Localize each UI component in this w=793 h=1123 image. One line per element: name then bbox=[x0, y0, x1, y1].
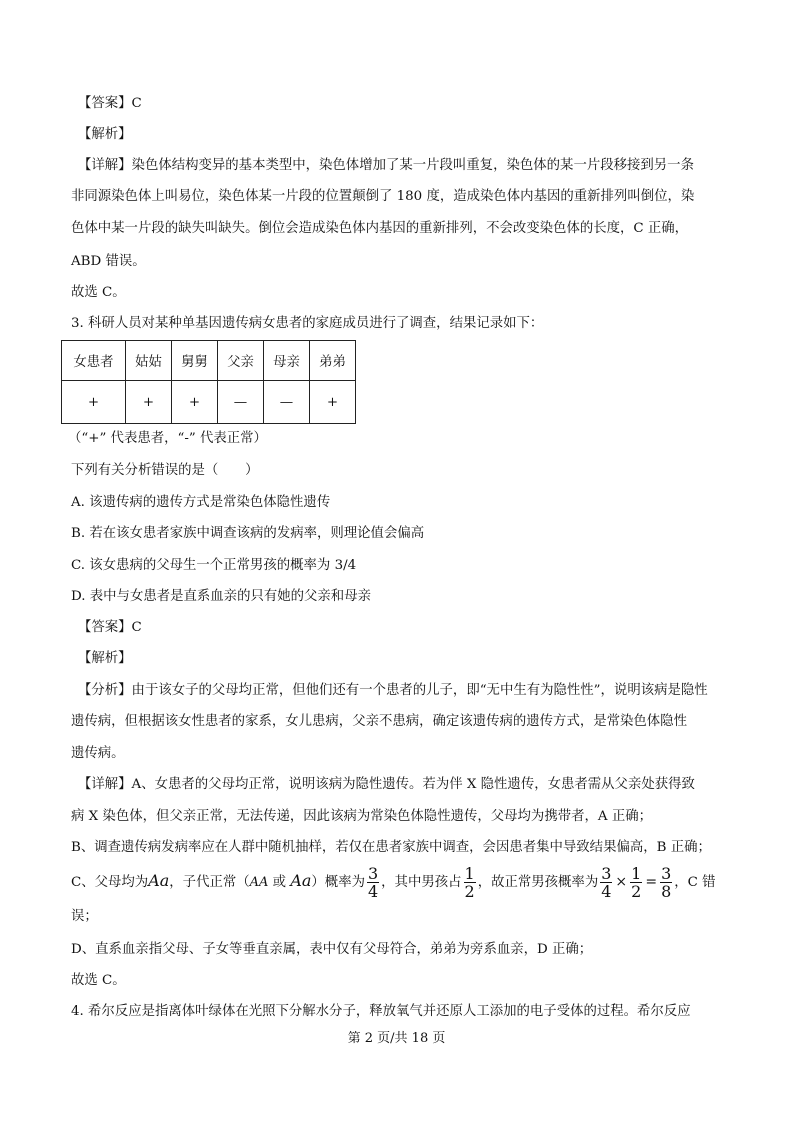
q3-detail-line-2: 病 X 染色体，但父亲正常，无法传递，因此该病为常染色体隐性遗传，父母均为携带者，A 正确； bbox=[71, 809, 652, 824]
q3-question: 下列有关分析错误的是（ ） bbox=[71, 463, 259, 478]
table-value-cell: + bbox=[310, 381, 356, 424]
table-value-cell: + bbox=[126, 381, 172, 424]
q3-answer: 【答案】C bbox=[78, 620, 142, 635]
option-c: C. 该女患病的父母生一个正常男孩的概率为 3/4 bbox=[71, 558, 357, 573]
fraction-3-8: $\frac{3}{8}$ bbox=[661, 864, 672, 901]
table-value-cell: — bbox=[264, 381, 310, 424]
q4-stem: 4. 希尔反应是指离体叶绿体在光照下分解水分子，释放氧气并还原人工添加的电子受体的过程。希尔反应 bbox=[71, 1004, 691, 1019]
table-header-cell: 弟弟 bbox=[310, 341, 356, 381]
q3-analysis-line-3: 遗传病。 bbox=[71, 746, 125, 761]
q2-detail-line-4: ABD 错误。 bbox=[71, 254, 146, 269]
q3-detail-line-c-cont: 误； bbox=[71, 909, 98, 924]
q3-conclusion: 故选 C。 bbox=[71, 973, 126, 988]
fraction-1-2-b: $\frac{1}{2}$ bbox=[631, 864, 642, 901]
q3-analysis-label: 【解析】 bbox=[78, 651, 132, 666]
option-a: A. 该遗传病的遗传方式是常染色体隐性遗传 bbox=[71, 495, 331, 510]
table-value-cell: + bbox=[62, 381, 126, 424]
q3-detail-line-1: 【详解】A、女患者的父母均正常，说明该病为隐性遗传。若为伴 X 隐性遗传，女患者需从父亲处获得致 bbox=[78, 777, 695, 792]
q3-detail-line-3: B、调查遗传病发病率应在人群中随机抽样，若仅在患者家族中调查，会因患者集中导致结果偏高，B 正确； bbox=[71, 840, 711, 855]
equals-sign: = bbox=[645, 874, 658, 890]
times-sign: × bbox=[615, 874, 628, 890]
table-header-cell: 舅舅 bbox=[172, 341, 218, 381]
q3-detail-line-c: C、父母均为Aa，子代正常（AA 或 Aa）概率为 $\frac{3}{4}$ ，其中男孩占 $\frac{1}{2}$ ，故正常男孩概率为 $\frac{3}{4}$ × $\frac{1}{2}$ = $\frac{3}{8}$ ，C 错 bbox=[71, 864, 716, 901]
q2-detail-line-3: 色体中某一片段的缺失叫缺失。倒位会造成染色体内基因的重新排列，不会改变染色体的长度，C 正确， bbox=[71, 221, 689, 236]
genotype-aa: Aa bbox=[148, 871, 170, 890]
fraction-3-4: $\frac{3}{4}$ bbox=[367, 864, 379, 901]
fraction-3-4-b: $\frac{3}{4}$ bbox=[601, 864, 612, 901]
q2-analysis-label: 【解析】 bbox=[78, 127, 132, 142]
table-header-cell: 母亲 bbox=[264, 341, 310, 381]
table-value-cell: — bbox=[218, 381, 264, 424]
genotype-aa-2: Aa bbox=[290, 871, 312, 890]
table-header-cell: 父亲 bbox=[218, 341, 264, 381]
table-value-row bbox=[62, 381, 356, 424]
table-header-cell: 女患者 bbox=[62, 341, 126, 381]
table-value-cell: + bbox=[172, 381, 218, 424]
q3-analysis-line-2: 遗传病，但根据该女性患者的家系，女儿患病，父亲不患病，确定该遗传病的遗传方式，是常染色体隐性 bbox=[71, 714, 687, 729]
q2-detail-line-2: 非同源染色体上叫易位，染色体某一片段的位置颠倒了 180 度，造成染色体内基因的重新排列叫倒位，染 bbox=[71, 189, 695, 204]
table-header-row bbox=[62, 341, 356, 381]
fraction-1-2: $\frac{1}{2}$ bbox=[464, 864, 475, 901]
option-b: B. 若在该女患者家族中调查该病的发病率，则理论值会偏高 bbox=[71, 526, 425, 541]
q2-detail-line-1: 【详解】染色体结构变异的基本类型中，染色体增加了某一片段叫重复，染色体的某一片段移接到另一条 bbox=[78, 158, 694, 173]
q2-conclusion: 故选 C。 bbox=[71, 285, 126, 300]
genotype-AA: AA bbox=[249, 875, 269, 890]
q3-stem: 3. 科研人员对某种单基因遗传病女患者的家庭成员进行了调查，结果记录如下： bbox=[71, 316, 544, 331]
option-d: D. 表中与女患者是直系血亲的只有她的父亲和母亲 bbox=[71, 589, 371, 604]
table-header-cell: 姑姑 bbox=[126, 341, 172, 381]
table-note: （“+” 代表患者，“-” 代表正常） bbox=[68, 431, 267, 446]
q3-detail-line-d: D、直系血亲指父母、子女等垂直亲属，表中仅有父母符合，弟弟为旁系血亲，D 正确； bbox=[71, 942, 593, 957]
page-footer: 第 2 页/共 18 页 bbox=[347, 1031, 446, 1046]
survey-table bbox=[61, 340, 356, 424]
q3-analysis-line-1: 【分析】由于该女子的父母均正常，但他们还有一个患者的儿子，即“无中生有为隐性性”，说明该病是隐性 bbox=[78, 683, 708, 698]
q2-answer: 【答案】C bbox=[78, 96, 142, 111]
